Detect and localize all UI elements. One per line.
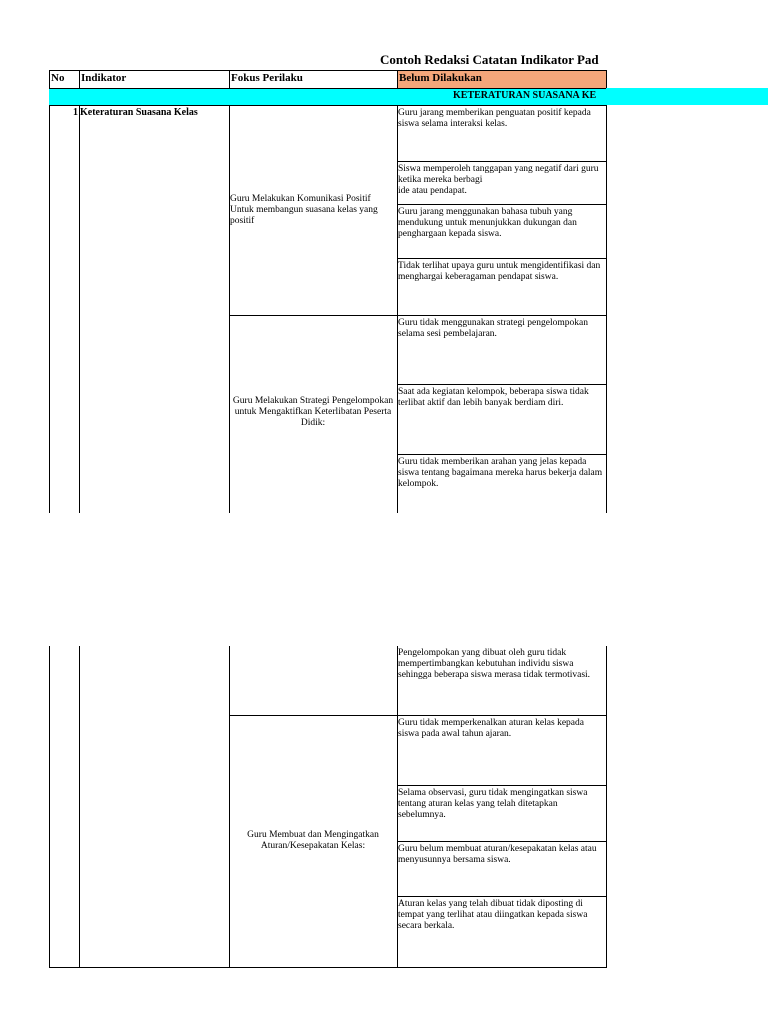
table-border	[397, 70, 398, 88]
table-border	[49, 967, 606, 968]
table-border	[229, 105, 230, 513]
table-border	[229, 646, 230, 968]
note-cell: Guru tidak memperkenalkan aturan kelas kepada siswa pada awal tahun ajaran.	[398, 718, 584, 740]
table-border	[49, 646, 50, 968]
note-cell: Pengelompokan yang dibuat oleh guru tidak mempertimbangkan kebutuhan individu siswa sehingga beberapa siswa merasa tidak termotivasi.	[398, 648, 591, 681]
note-cell: Tidak terlihat upaya guru untuk mengidentifikasi dan menghargai keberagaman pendapat siswa.	[398, 261, 601, 283]
indicator-name: Keteraturan Suasana Kelas	[80, 107, 198, 118]
table-border	[79, 105, 80, 513]
table-border	[49, 105, 606, 106]
note-cell: Guru tidak memberikan arahan yang jelas kepada siswa tentang bagaimana mereka harus bekerja dalam kelompok.	[398, 457, 603, 490]
note-cell: Guru jarang menggunakan bahasa tubuh yang mendukung untuk menunjukkan dukungan dan penghargaan kepada siswa.	[398, 207, 577, 240]
header-fokus-perilaku: Fokus Perilaku	[231, 72, 303, 84]
row-number: 1	[73, 107, 78, 118]
table-border	[49, 88, 606, 89]
section-bar: KETERATURAN SUASANA KE	[49, 88, 768, 105]
table-border	[397, 258, 606, 259]
table-border	[79, 70, 80, 88]
focus-behavior: Guru Melakukan Strategi Pengelompokan untuk Mengaktifkan Keterlibatan Peserta Didik:	[232, 396, 394, 429]
header-no: No	[51, 72, 65, 84]
header-belum-dilakukan: Belum Dilakukan	[397, 70, 606, 88]
table-border	[229, 715, 606, 716]
table-border	[49, 70, 606, 71]
note-cell: Saat ada kegiatan kelompok, beberapa siswa tidak terlibat aktif dan lebih banyak berdiam diri.	[398, 387, 589, 409]
note-cell: Selama observasi, guru tidak mengingatkan siswa tentang aturan kelas yang telah ditetapkan sebelumnya.	[398, 788, 588, 821]
table-border	[397, 204, 606, 205]
table-border	[49, 70, 50, 88]
table-border	[229, 70, 230, 88]
note-cell: Guru tidak menggunakan strategi pengelompokan selama sesi pembelajaran.	[398, 318, 588, 340]
table-border	[397, 384, 606, 385]
table-border	[397, 841, 606, 842]
focus-behavior: Guru Membuat dan Mengingatkan Aturan/Kesepakatan Kelas:	[247, 830, 379, 852]
table-border	[79, 646, 80, 968]
note-cell: Siswa memperoleh tanggapan yang negatif dari guru ketika mereka berbagi ide atau pendapat.	[398, 164, 599, 197]
table-border	[229, 315, 606, 316]
table-border	[397, 454, 606, 455]
table-border	[49, 105, 50, 513]
note-cell: Aturan kelas yang telah dibuat tidak diposting di tempat yang terlihat atau diingatkan kepada siswa secara berkala.	[398, 899, 588, 932]
page-title: Contoh Redaksi Catatan Indikator Pad	[380, 52, 599, 67]
header-indikator: Indikator	[81, 72, 127, 84]
table-border	[606, 70, 607, 88]
focus-behavior: Guru Melakukan Komunikasi Positif Untuk membangun suasana kelas yang positif	[230, 194, 378, 227]
note-cell: Guru belum membuat aturan/kesepakatan kelas atau menyusunnya bersama siswa.	[398, 844, 597, 866]
table-border	[397, 161, 606, 162]
note-cell: Guru jarang memberikan penguatan positif kepada siswa selama interaksi kelas.	[398, 108, 591, 130]
table-border	[397, 896, 606, 897]
table-border	[606, 646, 607, 968]
table-border	[397, 785, 606, 786]
table-border	[606, 105, 607, 513]
